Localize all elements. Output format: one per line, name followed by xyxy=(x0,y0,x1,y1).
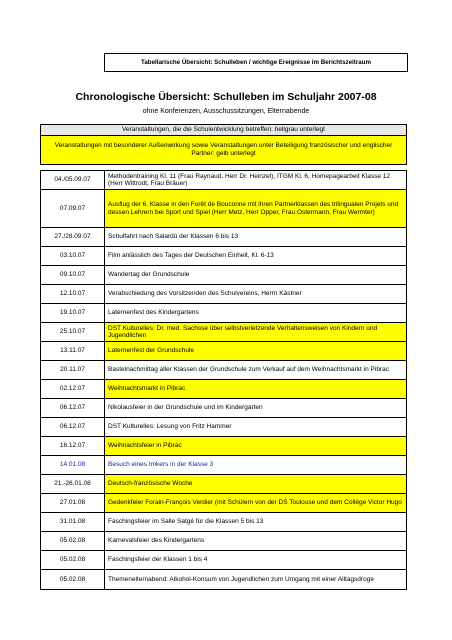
event-description: Besuch eines Imkers in der Klasse 3 xyxy=(105,456,407,475)
event-date: 25.10.07 xyxy=(41,323,105,342)
event-date: 14.01.08 xyxy=(41,456,105,475)
event-date: 19.10.07 xyxy=(41,304,105,323)
legend-grey: Veranstaltungen, die die Schulentwicklung betreffen: hellgrau unterlegt xyxy=(40,124,407,136)
table-row xyxy=(41,228,407,247)
event-description: Laternenfest der Grundschule xyxy=(105,342,407,361)
event-date: 06.12.07 xyxy=(41,399,105,418)
event-date: 20.11.07 xyxy=(41,361,105,380)
event-date: 05.02.08 xyxy=(41,532,105,551)
table-row xyxy=(41,342,407,361)
event-description: Verabschiedung des Vorsitzenden des Schulvereins, Herrn Kästner xyxy=(105,285,407,304)
table-row xyxy=(41,304,407,323)
event-description: DST Kulturelles: Lesung von Fritz Hammer xyxy=(105,418,407,437)
event-description: Nikolausfeier in der Grundschule und im Kindergarten xyxy=(105,399,407,418)
event-date: 02.12.07 xyxy=(41,380,105,399)
table-row xyxy=(41,361,407,380)
event-date: 05.02.08 xyxy=(41,570,105,590)
page-subtitle: ohne Konferenzen, Ausschussitzungen, Elternabende xyxy=(142,108,310,115)
event-date: 13.11.07 xyxy=(41,342,105,361)
table-row xyxy=(41,418,407,437)
event-description: Deutsch-französische Woche xyxy=(105,475,407,494)
table-row xyxy=(41,247,407,266)
event-description: Film anlässlich des Tages der Deutschen Einheit, Kl. 6-13 xyxy=(105,247,407,266)
event-description: Themenelternabend: Alkohol-Konsum von Jugendlichen zum Umgang mit einer Alltagsdroge xyxy=(105,570,407,590)
event-date: 07.09.07 xyxy=(41,190,105,228)
table-row xyxy=(41,190,407,228)
table-row xyxy=(41,285,407,304)
event-description: DST Kulturelles: Dr. med. Sachsse über selbstverletzende Verhaltensweisen von Kindern und Jugendlichen xyxy=(105,323,407,342)
event-description: Gedenkfeier Forain-François Verdier (mit Schülern von der DS Toulouse und dem Collège Victor Hugo xyxy=(105,494,407,513)
table-row xyxy=(41,380,407,399)
events-table xyxy=(40,170,407,590)
table-row xyxy=(41,494,407,513)
table-row xyxy=(41,513,407,532)
event-description: Methodentraining Kl. 11 (Frau Raynaud, Herr Dr. Heinzel), ITGM Kl. 6, Homepagearbeit Klasse 12 (Herr Wittrodt, Frau Bräuer) xyxy=(105,171,407,190)
table-row xyxy=(41,171,407,190)
event-date: 06.12.07 xyxy=(41,418,105,437)
table-row xyxy=(41,266,407,285)
event-date: 31.01.08 xyxy=(41,513,105,532)
event-description: Bastelnachmittag aller Klassen der Grundschule zum Verkauf auf dem Weihnachtsmarkt in Pibrac xyxy=(105,361,407,380)
event-description: Schulfahrt nach Salardú der Klassen 6 bis 13 xyxy=(105,228,407,247)
table-row xyxy=(41,532,407,551)
table-row xyxy=(41,437,407,456)
event-date: 03.10.07 xyxy=(41,247,105,266)
event-description: Karnevalsfeier des Kindergartens xyxy=(105,532,407,551)
event-date: 27./28.09.07 xyxy=(41,228,105,247)
page-title: Chronologische Übersicht: Schulleben im Schuljahr 2007-08 xyxy=(75,91,377,103)
event-date: 05.02.08 xyxy=(41,551,105,570)
event-description: Faschingsfeier im Salle Satgé für die Klassen 5 bis 13 xyxy=(105,513,407,532)
event-description: Laternenfest des Kindergartens xyxy=(105,304,407,323)
event-date: 27.01.08 xyxy=(41,494,105,513)
event-date: 04./05.09.07 xyxy=(41,171,105,190)
table-row xyxy=(41,570,407,590)
event-description: Faschingsfeier der Klassen 1 bis 4 xyxy=(105,551,407,570)
table-row xyxy=(41,551,407,570)
event-date: 16.12.07 xyxy=(41,437,105,456)
event-description: Weihnachtsmarkt in Pibrac xyxy=(105,380,407,399)
table-row xyxy=(41,456,407,475)
event-date: 21.-26.01.08 xyxy=(41,475,105,494)
event-date: 12.10.07 xyxy=(41,285,105,304)
table-row xyxy=(41,323,407,342)
event-description: Wandertag der Grundschule xyxy=(105,266,407,285)
report-header-box: Tabellarische Übersicht: Schulleben / wichtige Ereignisse im Berichtszeitraum xyxy=(104,53,408,72)
event-date: 09.10.07 xyxy=(41,266,105,285)
legend-yellow: Veranstaltungen mit besonderer Außenwirkung sowie Veranstaltungen unter Beteiligung französischer und englischer Partner: gelb unterlegt xyxy=(40,136,407,165)
event-description: Weihnachtsfeier in Pibrac xyxy=(105,437,407,456)
table-row xyxy=(41,475,407,494)
table-row xyxy=(41,399,407,418)
event-description: Ausflug der 6. Klasse in den Forêt de Bouconne mit ihren Partnerklassen des trilingualen Projets und dessen Lehrern bei Sport und Spiel (Herr Metz, Herr Opper, Frau Ostermann, Frau Wermter) xyxy=(105,190,407,228)
